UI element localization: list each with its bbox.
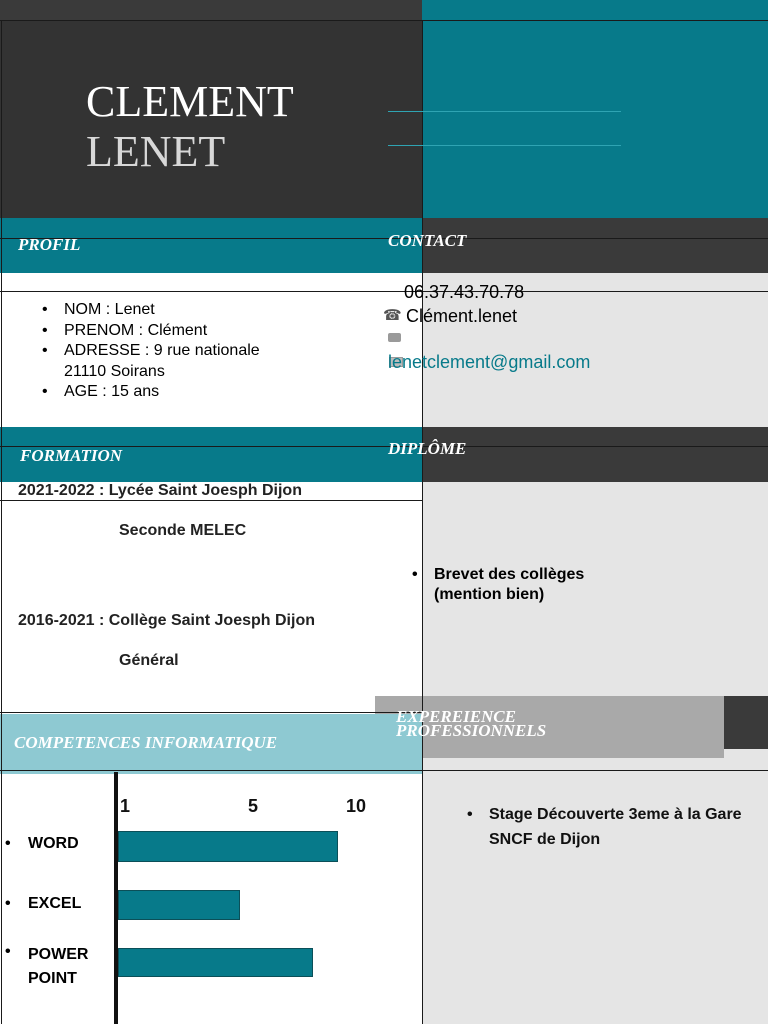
rule [1,20,2,1024]
category-label: • [5,895,11,912]
tick-label: 1 [120,796,131,816]
category-label: • [5,835,11,852]
diplome-bar [422,427,768,482]
diplome-list [412,565,652,605]
contact-bar [422,218,768,273]
list-item: • ADRESSE : 9 rue nationale 21110 Soirans [42,341,302,382]
competences-title: COMPETENCES INFORMATIQUE [14,733,278,752]
rule [0,770,768,771]
header-accent-line [388,145,621,146]
diplome-title: DIPLÔME [388,439,467,458]
formation-title: FORMATION [20,446,123,465]
bar-excel [118,890,240,920]
list-item: • AGE : 15 ans [42,382,302,403]
name-last: LENET [86,127,226,176]
category-label: POWER POINT [28,946,89,987]
experience-list [467,802,747,852]
formation-entry-2-sub: Général [119,652,179,669]
contact-title: CONTACT [388,231,467,250]
profil-title: PROFIL [18,235,81,254]
formation-entry-2-head: 2016-2021 : Collège Saint Joesph Dijon [18,612,315,629]
name-first: CLEMENT [86,77,294,126]
category-label: EXCEL [28,895,82,912]
list-item: • Stage Découverte 3eme à la Gare SNCF de Dijon [467,802,747,852]
rule [0,712,422,713]
formation-entry-1-head: 2021-2022 : Lycée Saint Joesph Dijon [18,482,302,499]
profil-list [42,300,302,403]
rule [0,238,768,239]
right-column-bg [422,218,768,1024]
bar-powerpoint [118,948,313,977]
rule [422,20,423,1024]
bar-word [118,831,338,862]
tick-label: 10 [346,796,367,816]
experience-title-line1: EXPEREIENCE [396,707,516,726]
experience-title-line2: PROFESSIONNELS [396,721,547,740]
contact-social: Clément.lenet [406,306,518,326]
header-accent-line [388,111,621,112]
chat-icon [388,333,401,342]
formation-entry-1-sub: Seconde MELEC [119,522,247,539]
category-label: WORD [28,835,79,852]
phone-icon: ☎ [383,307,402,324]
rule [0,20,768,21]
list-item: • NOM : Lenet [42,300,302,321]
contact-email[interactable]: lenetclement@gmail.com [388,352,591,372]
list-item: • PRENOM : Clément [42,321,302,342]
contact-phone: 06.37.43.70.78 [404,282,525,302]
tick-label: 5 [248,796,259,816]
category-label: • [5,943,11,960]
list-item: • Brevet des collèges (mention bien) [412,565,652,605]
rule [0,291,768,292]
header-teal-block [422,0,768,218]
experience-dark-bar [724,696,768,749]
